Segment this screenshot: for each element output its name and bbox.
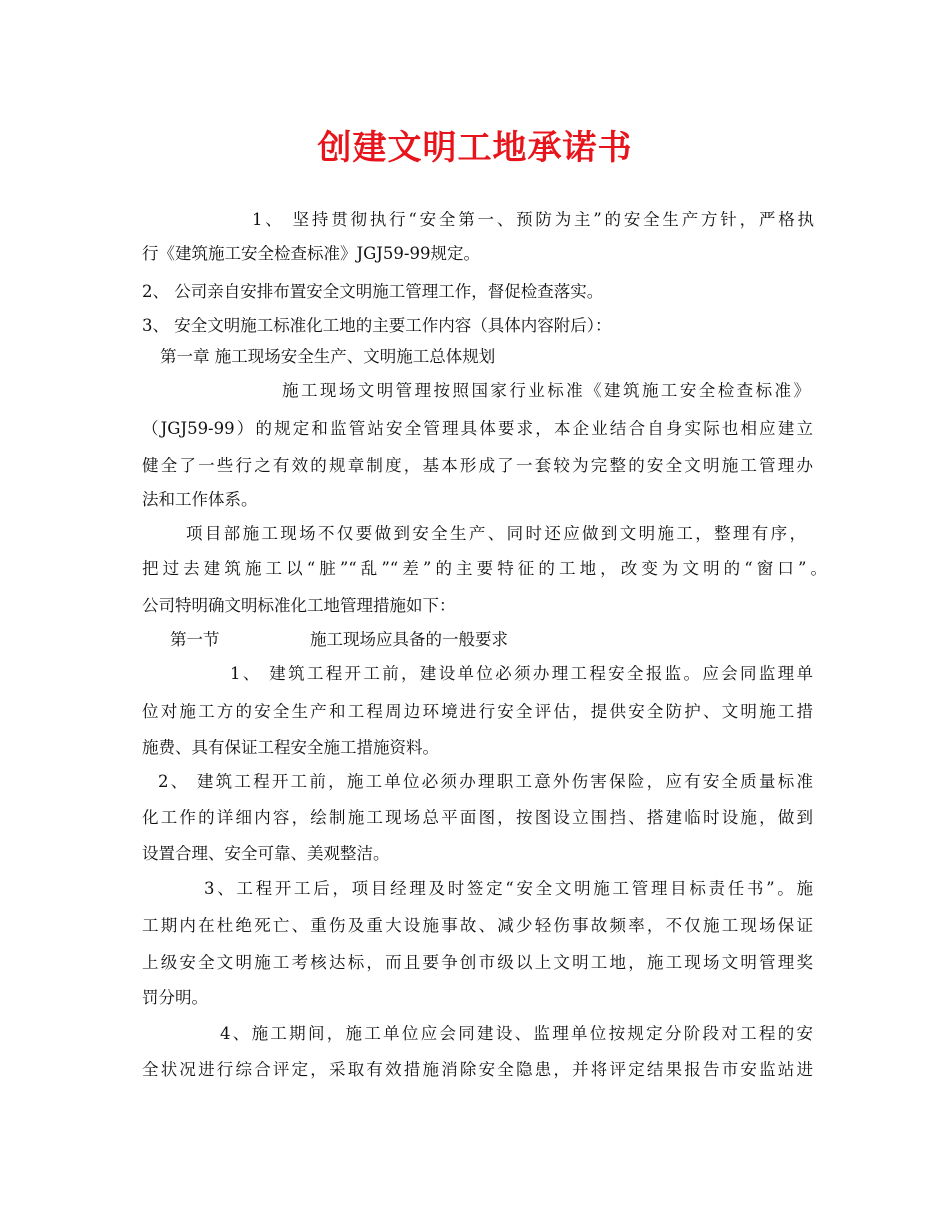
section-number: 第一节 bbox=[170, 630, 220, 649]
paragraph-line: 把过去建筑施工以“脏”“乱”“差”的主要特征的工地，改变为文明的“窗口”。 bbox=[142, 559, 827, 578]
paragraph-line: 4、施工期间，施工单位应会同建设、监理单位按规定分阶段对工程的安 bbox=[220, 1024, 813, 1043]
paragraph-line: 1、 建筑工程开工前，建设单位必须办理工程安全报监。应会同监理单 bbox=[230, 664, 813, 683]
paragraph-line: 位对施工方的安全生产和工程周边环境进行安全评估，提供安全防护、文明施工措 bbox=[142, 702, 813, 721]
paragraph-line: 1、 坚持贯彻执行“安全第一、预防为主”的安全生产方针，严格执 bbox=[252, 210, 814, 229]
paragraph-line: 行《建筑施工安全检查标准》JGJ59-99规定。 bbox=[142, 244, 480, 263]
chapter-heading: 第一章 施工现场安全生产、文明施工总体规划 bbox=[160, 347, 496, 366]
paragraph-line: 2、 建筑工程开工前，施工单位必须办理职工意外伤害保险，应有安全质量标准 bbox=[158, 772, 813, 791]
paragraph-line: （JGJ59-99）的规定和监管站安全管理具体要求，本企业结合自身实际也相应建立 bbox=[142, 419, 813, 438]
paragraph-line: 全状况进行综合评定，采取有效措施消除安全隐患，并将评定结果报告市安监站进 bbox=[142, 1060, 813, 1079]
paragraph-line: 2、 公司亲自安排布置安全文明施工管理工作，督促检查落实。 bbox=[142, 282, 604, 301]
paragraph-line: 法和工作体系。 bbox=[142, 490, 258, 509]
paragraph-line: 3、 安全文明施工标准化工地的主要工作内容（具体内容附后）： bbox=[142, 316, 612, 335]
paragraph-line: 施工现场文明管理按照国家行业标准《建筑施工安全检查标准》 bbox=[282, 381, 810, 400]
section-heading: 施工现场应具备的一般要求 bbox=[310, 630, 508, 649]
paragraph-line: 上级安全文明施工考核达标，而且要争创市级以上文明工地，施工现场文明管理奖 bbox=[142, 953, 813, 972]
paragraph-line: 施费、具有保证工程安全施工措施资料。 bbox=[142, 738, 439, 757]
paragraph-line: 公司特明确文明标准化工地管理措施如下： bbox=[142, 596, 456, 615]
paragraph-line: 工期内在杜绝死亡、重伤及重大设施事故、减少轻伤事故频率，不仅施工现场保证 bbox=[142, 916, 813, 935]
paragraph-line: 健全了一些行之有效的规章制度，基本形成了一套较为完整的安全文明施工管理办 bbox=[142, 456, 813, 475]
paragraph-line: 项目部施工现场不仅要做到安全生产、同时还应做到文明施工，整理有序， bbox=[186, 524, 806, 543]
paragraph-line: 化工作的详细内容，绘制施工现场总平面图，按图设立围挡、搭建临时设施，做到 bbox=[142, 808, 813, 827]
document-title: 创建文明工地承诺书 bbox=[317, 128, 633, 168]
paragraph-line: 3、工程开工后，项目经理及时签定“安全文明施工管理目标责任书”。施 bbox=[204, 879, 813, 898]
paragraph-line: 设置合理、安全可靠、美观整洁。 bbox=[142, 844, 390, 863]
paragraph-line: 罚分明。 bbox=[142, 988, 208, 1007]
